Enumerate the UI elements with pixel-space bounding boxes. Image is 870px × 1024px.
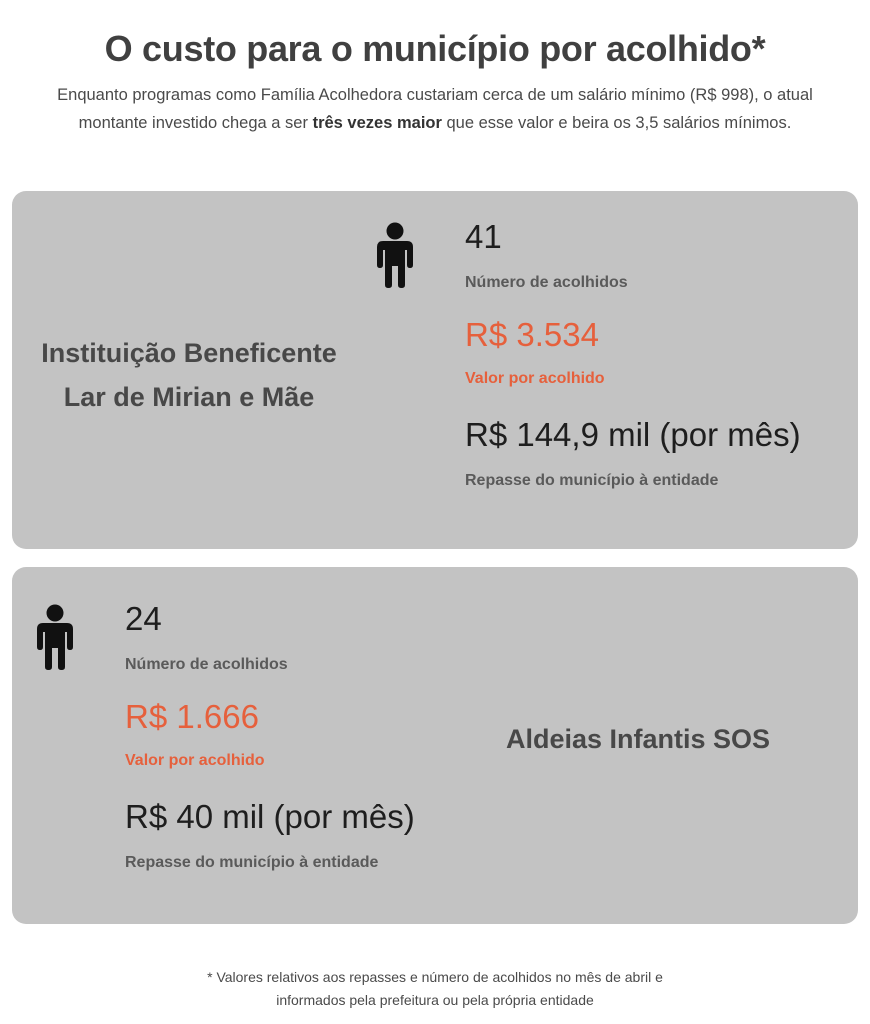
- intro-text-part1: Enquanto programas como Família Acolhedora custariam cerca de um salário mínimo (R$ 998), o atual montante investido chega a ser: [57, 86, 813, 132]
- entity-name-line2: Lar de Mirian e Mãe: [63, 382, 315, 412]
- count-value: 24: [125, 600, 162, 637]
- value-per-child-label: Valor por acolhido: [125, 752, 265, 769]
- value-per-child-label: Valor por acolhido: [465, 370, 605, 387]
- entity-stats: [465, 217, 865, 491]
- intro-text: [55, 82, 815, 137]
- count-label: Número de acolhidos: [465, 274, 628, 291]
- intro-text-bold: três vezes maior: [312, 113, 442, 132]
- value-per-child: R$ 1.666: [125, 698, 259, 735]
- footnote-line1: * Valores relativos aos repasses e número de acolhidos no mês de abril e: [207, 969, 663, 985]
- value-per-child: R$ 3.534: [465, 316, 599, 353]
- monthly-transfer: R$ 144,9 mil (por mês): [465, 416, 801, 453]
- entity-name-line1: Aldeias Infantis SOS: [505, 724, 771, 754]
- monthly-transfer-label: Repasse do município à entidade: [125, 854, 379, 871]
- entity-name: [448, 717, 828, 761]
- entity-card-lar-de-mirian: [12, 191, 858, 549]
- entity-name: [12, 331, 366, 419]
- person-icon: [375, 222, 415, 288]
- monthly-transfer-label: Repasse do município à entidade: [465, 472, 719, 489]
- page-title: O custo para o município por acolhido*: [104, 28, 766, 69]
- person-icon: [35, 604, 75, 670]
- count-label: Número de acolhidos: [125, 656, 288, 673]
- monthly-transfer: R$ 40 mil (por mês): [125, 798, 415, 835]
- count-value: 41: [465, 218, 502, 255]
- entity-name-line1: Instituição Beneficente: [41, 338, 337, 368]
- intro-text-part2: que esse valor e beira os 3,5 salários mínimos.: [441, 113, 792, 132]
- footnote-line2: informados pela prefeitura ou pela própria entidade: [276, 992, 594, 1008]
- footnote: [0, 966, 870, 1012]
- entity-card-aldeias-infantis: [12, 567, 858, 924]
